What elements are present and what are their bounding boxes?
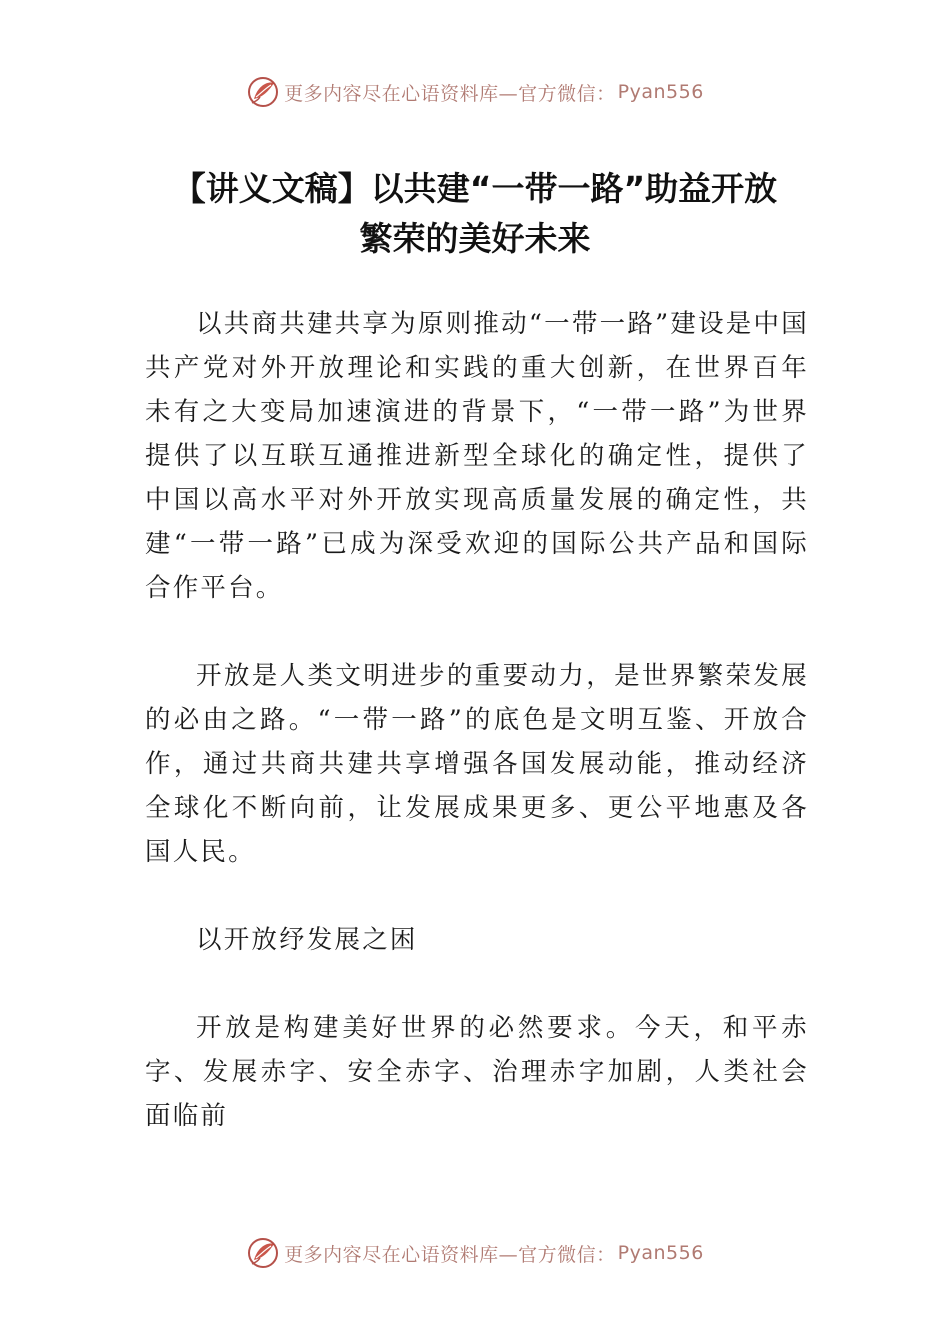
leaf-seal-icon: [246, 75, 280, 109]
watermark-wechat-id: Pyan556: [617, 81, 704, 103]
title-line-2: 繁荣的美好未来: [359, 219, 591, 258]
document-body: [145, 302, 809, 1182]
header-watermark: [0, 72, 950, 112]
section-heading: 以开放纾发展之困: [196, 925, 418, 955]
watermark-text: 更多内容尽在心语资料库—官方微信：: [284, 1243, 616, 1266]
document-title: [120, 164, 830, 264]
watermark-text: 更多内容尽在心语资料库—官方微信：: [284, 82, 616, 105]
paragraph-3: 开放是构建美好世界的必然要求。今天，和平赤字、发展赤字、安全赤字、治理赤字加剧，人类社会面临前: [145, 1013, 809, 1131]
leaf-seal-icon: [246, 1236, 280, 1270]
title-line-1: 【讲义文稿】以共建“一带一路”助益开放: [172, 169, 778, 208]
paragraph-1: 以共商共建共享为原则推动“一带一路”建设是中国共产党对外开放理论和实践的重大创新，在世界百年未有之大变局加速演进的背景下，“一带一路”为世界提供了以互联互通推进新型全球化的确定性，提供了中国以高水平对外开放实现高质量发展的确定性，共建“一带一路”已成为深受欢迎的国际公共产品和国际合作平台。: [145, 309, 809, 603]
paragraph-2: 开放是人类文明进步的重要动力，是世界繁荣发展的必由之路。“一带一路”的底色是文明互鉴、开放合作，通过共商共建共享增强各国发展动能，推动经济全球化不断向前，让发展成果更多、更公平地惠及各国人民。: [145, 661, 809, 867]
footer-watermark: [0, 1233, 950, 1273]
watermark-wechat-id: Pyan556: [617, 1242, 704, 1264]
